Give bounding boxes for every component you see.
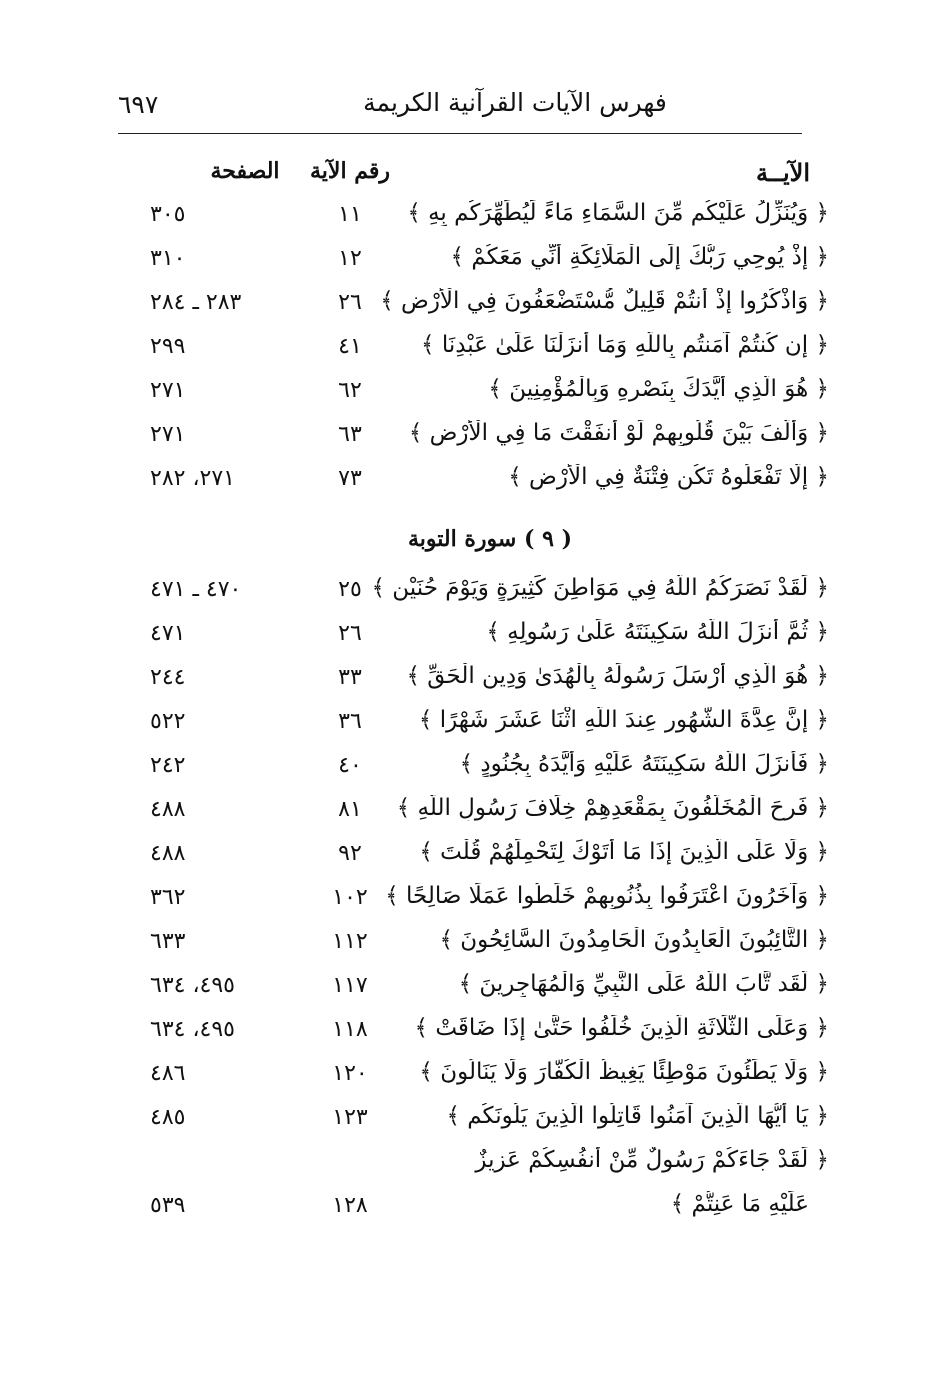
ayah-text: ﴿ إِن كُنتُمْ آمَنتُم بِاللَّهِ وَمَا أَنزَلْنَا عَلَىٰ عَبْدِنَا ﴾ — [421, 332, 829, 358]
ayah-number: ٩٢ — [338, 841, 362, 866]
ayah-number: ١١٨ — [332, 1017, 368, 1042]
page-ref: ٤٨٥ — [150, 1105, 186, 1130]
table-row — [0, 663, 949, 707]
ayah-text: ﴿ فَرِحَ الْمُخَلَّفُونَ بِمَقْعَدِهِمْ خِلَافَ رَسُولِ اللَّهِ ﴾ — [396, 795, 829, 821]
ayah-number: ٨١ — [338, 797, 362, 822]
table-row — [0, 883, 949, 927]
ayah-text: ﴿ لَقَدْ نَصَرَكُمُ اللَّهُ فِي مَوَاطِنَ كَثِيرَةٍ وَيَوْمَ حُنَيْنٍ ﴾ — [371, 575, 829, 601]
page-ref: ٢٤٤ — [150, 665, 186, 690]
ayah-text: ﴿ إِلَّا تَفْعَلُوهُ تَكُن فِتْنَةٌ فِي الْأَرْضِ ﴾ — [508, 464, 829, 490]
table-row — [0, 971, 949, 1015]
page-ref: ٥٢٢ — [150, 709, 186, 734]
table-row — [0, 332, 949, 376]
ayah-number: ١١٢ — [332, 929, 368, 954]
page-ref: ٤٩٥، ٦٣٤ — [150, 1017, 235, 1042]
ayah-number: ١١٧ — [332, 973, 368, 998]
ayah-number: ١٢ — [338, 246, 362, 271]
ayah-number: ٤٠ — [338, 753, 362, 778]
ayah-number: ٢٦ — [338, 290, 362, 315]
ayah-text: ﴿ وَلَا عَلَى الَّذِينَ إِذَا مَا أَتَوْكَ لِتَحْمِلَهُمْ قُلْتَ ﴾ — [419, 839, 829, 865]
ayah-text: ﴿ إِذْ يُوحِي رَبُّكَ إِلَى الْمَلَائِكَةِ أَنِّي مَعَكُمْ ﴾ — [450, 244, 829, 270]
page-header-title: فهرس الآيات القرآنية الكريمة — [363, 88, 667, 117]
page-number: ٦٩٧ — [118, 90, 159, 119]
page-ref: ٤٨٨ — [150, 797, 186, 822]
ayah-number: ١٢٣ — [332, 1105, 368, 1130]
column-header-ayah-number: رقم الآية — [309, 158, 391, 184]
ayah-text: ﴿ لَّقَد تَّابَ اللَّهُ عَلَى النَّبِيِّ وَالْمُهَاجِرِينَ ﴾ — [458, 971, 829, 997]
page-ref: ٢٧١ — [150, 422, 186, 447]
ayah-text: ﴿ وَآخَرُونَ اعْتَرَفُوا بِذُنُوبِهِمْ خَلَطُوا عَمَلًا صَالِحًا ﴾ — [385, 883, 829, 909]
ayah-number: ٦٢ — [338, 378, 362, 403]
ayah-number: ٢٥ — [338, 577, 362, 602]
ayah-number: ١٢٠ — [332, 1061, 368, 1086]
ayah-text: ﴿ هُوَ الَّذِي أَرْسَلَ رَسُولَهُ بِالْهُدَىٰ وَدِينِ الْحَقِّ ﴾ — [406, 663, 829, 689]
table-row — [0, 1191, 949, 1235]
ayah-text: ﴿ وَأَلَّفَ بَيْنَ قُلُوبِهِمْ لَوْ أَنفَقْتَ مَا فِي الْأَرْضِ ﴾ — [408, 420, 829, 446]
page-ref: ٤٨٦ — [150, 1061, 186, 1086]
page-ref: ٤٨٨ — [150, 841, 186, 866]
ayah-number: ٤١ — [338, 334, 362, 359]
table-row — [0, 288, 949, 332]
table-row — [0, 795, 949, 839]
ayah-text: ﴿ وَلَا يَطَئُونَ مَوْطِئًا يَغِيظُ الْكُفَّارَ وَلَا يَنَالُونَ ﴾ — [419, 1059, 829, 1085]
ayah-number: ١١ — [338, 202, 362, 227]
page-ref: ٣١٠ — [150, 246, 186, 271]
page-ref: ٢٤٢ — [150, 753, 186, 778]
ayah-number: ٦٣ — [338, 422, 362, 447]
page-ref: ٤٧١ — [150, 621, 186, 646]
ayah-text: ﴿ وَاذْكُرُوا إِذْ أَنتُمْ قَلِيلٌ مُّسْتَضْعَفُونَ فِي الْأَرْضِ ﴾ — [380, 288, 829, 314]
table-row — [0, 1103, 949, 1147]
ayah-text: ﴿ إِنَّ عِدَّةَ الشُّهُورِ عِندَ اللَّهِ اثْنَا عَشَرَ شَهْرًا ﴾ — [418, 707, 829, 733]
table-row — [0, 200, 949, 244]
ayah-number: ١٠٢ — [332, 885, 368, 910]
ayah-text: ﴿ يَا أَيُّهَا الَّذِينَ آمَنُوا قَاتِلُوا الَّذِينَ يَلُونَكُم ﴾ — [446, 1103, 829, 1129]
table-row — [0, 707, 949, 751]
ayah-number: ١٢٨ — [332, 1193, 368, 1218]
page-ref: ٢٩٩ — [150, 334, 186, 359]
page-ref: ٢٨٣ ـ ٢٨٤ — [150, 290, 242, 315]
page-ref: ٢٧١ — [150, 378, 186, 403]
ayah-text: ﴿ ثُمَّ أَنزَلَ اللَّهُ سَكِينَتَهُ عَلَىٰ رَسُولِهِ ﴾ — [486, 619, 829, 645]
table-row — [0, 244, 949, 288]
page-ref: ٣٦٢ — [150, 885, 186, 910]
page-ref: ٥٣٩ — [150, 1193, 186, 1218]
header-divider — [118, 133, 802, 134]
ayah-text: ﴿ فَأَنزَلَ اللَّهُ سَكِينَتَهُ عَلَيْهِ وَأَيَّدَهُ بِجُنُودٍ ﴾ — [459, 751, 829, 777]
table-row — [0, 1059, 949, 1103]
page-ref: ٦٣٣ — [150, 929, 186, 954]
ayah-number: ٣٦ — [338, 709, 362, 734]
table-row — [0, 619, 949, 663]
table-row — [0, 376, 949, 420]
table-row — [0, 751, 949, 795]
table-row-continued — [0, 1147, 949, 1191]
ayah-number: ٣٣ — [338, 665, 362, 690]
ayah-number: ٧٣ — [338, 466, 362, 491]
ayah-number: ٢٦ — [338, 621, 362, 646]
table-row — [0, 839, 949, 883]
page-ref: ٣٠٥ — [150, 202, 186, 227]
surah-heading: ( ٩ ) سورة التوبة — [408, 526, 572, 552]
page-ref: ٢٧١، ٢٨٢ — [150, 466, 235, 491]
table-row — [0, 464, 949, 508]
ayah-text-line2: عَلَيْهِ مَا عَنِتُّمْ ﴾ — [670, 1191, 809, 1217]
ayah-text: ﴿ وَيُنَزِّلُ عَلَيْكُم مِّنَ السَّمَاءِ مَاءً لِّيُطَهِّرَكُم بِهِ ﴾ — [407, 200, 829, 226]
table-row — [0, 927, 949, 971]
table-row — [0, 1015, 949, 1059]
page-ref: ٤٧٠ ـ ٤٧١ — [150, 577, 242, 602]
table-row — [0, 420, 949, 464]
ayah-text: ﴿ هُوَ الَّذِي أَيَّدَكَ بِنَصْرِهِ وَبِالْمُؤْمِنِينَ ﴾ — [488, 376, 829, 402]
ayah-text: ﴿ التَّائِبُونَ الْعَابِدُونَ الْحَامِدُونَ السَّائِحُونَ ﴾ — [439, 927, 829, 953]
table-row — [0, 575, 949, 619]
ayah-text-line1: ﴿ لَقَدْ جَاءَكُمْ رَسُولٌ مِّنْ أَنفُسِكُمْ عَزِيزٌ — [475, 1147, 829, 1173]
column-header-ayah: الآيــة — [756, 158, 810, 187]
ayah-text: ﴿ وَعَلَى الثَّلَاثَةِ الَّذِينَ خُلِّفُوا حَتَّىٰ إِذَا ضَاقَتْ ﴾ — [414, 1015, 829, 1041]
column-header-page: الصفحة — [210, 158, 280, 184]
page-ref: ٤٩٥، ٦٣٤ — [150, 973, 235, 998]
